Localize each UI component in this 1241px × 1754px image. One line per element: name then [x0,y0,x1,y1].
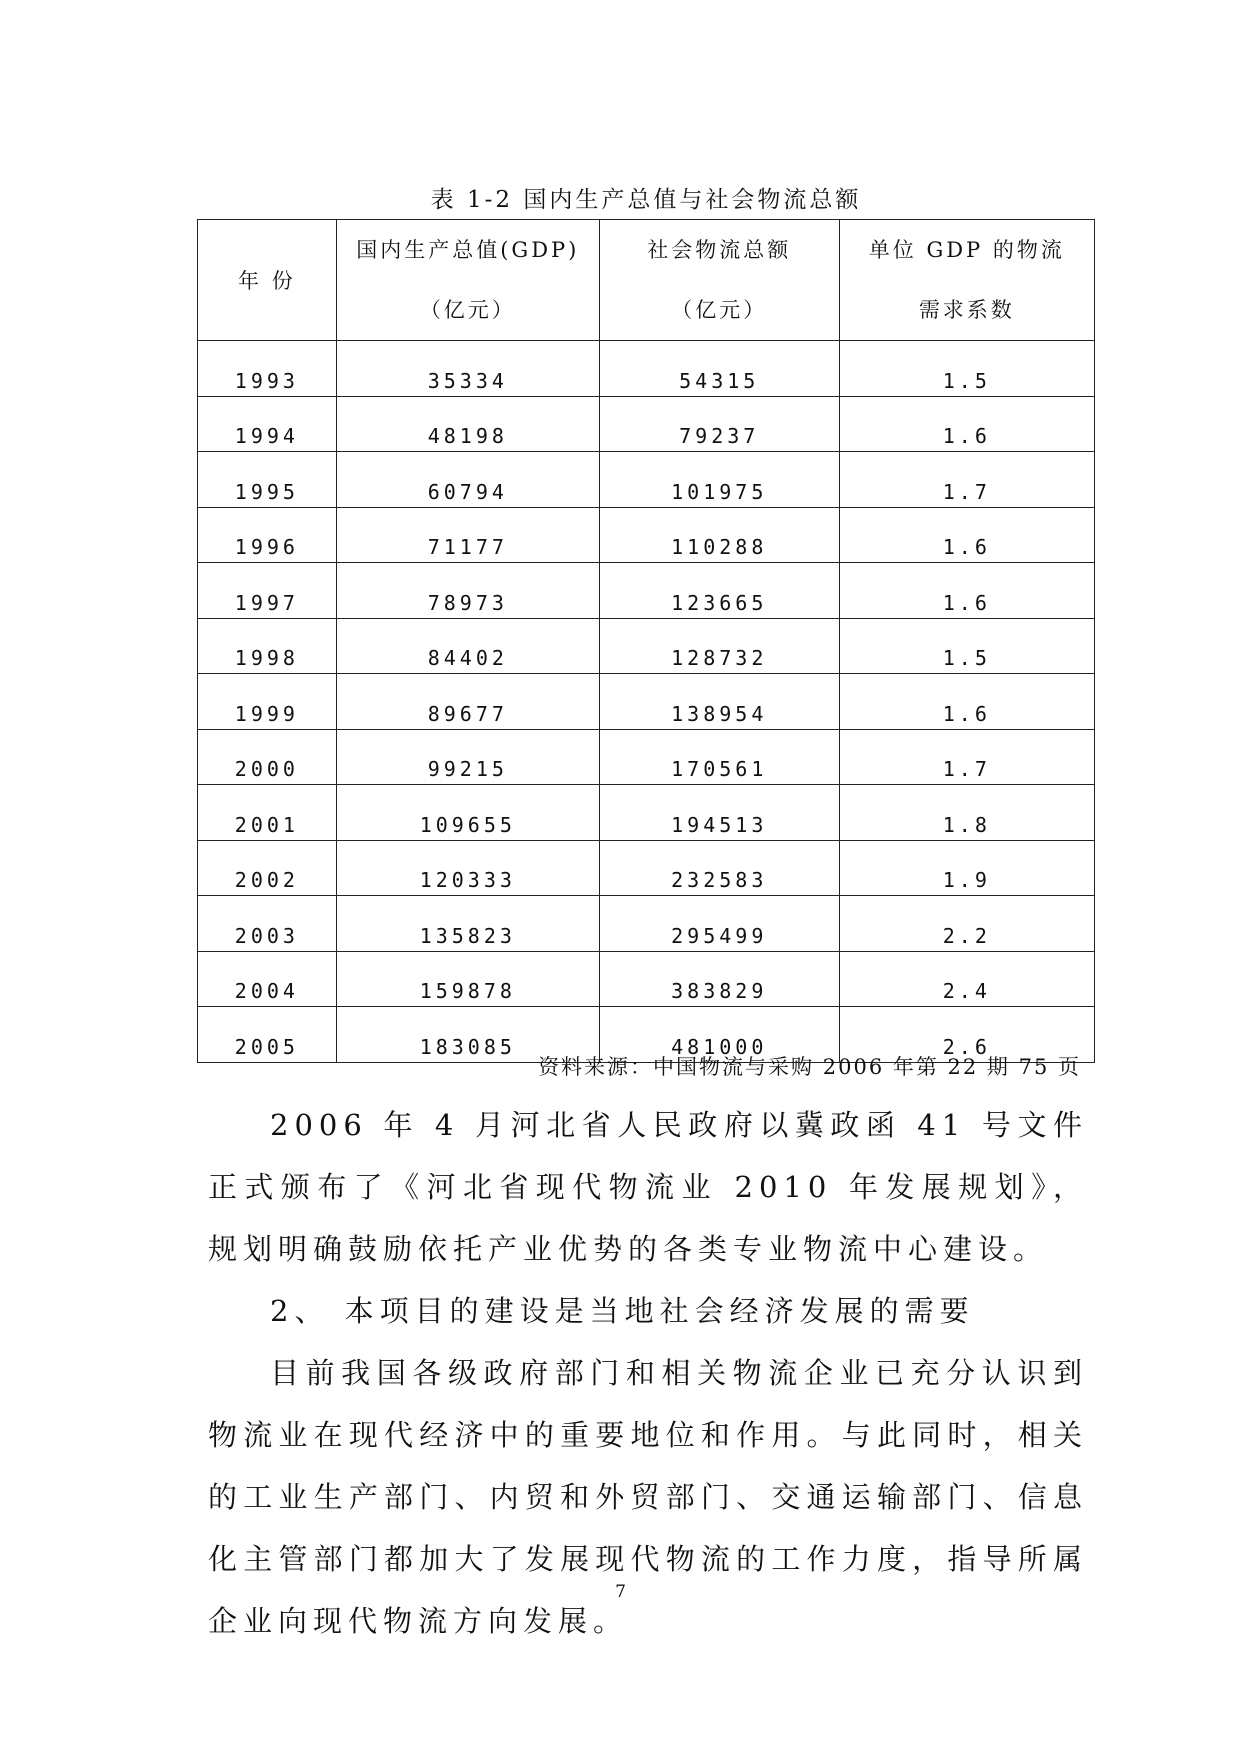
cell-gdp: 48198 [336,396,599,452]
header-logistics-total [599,220,839,341]
cell-logistics-total: 383829 [599,951,839,1007]
header-coefficient-sub: 需求系数 [918,298,1015,322]
cell-gdp: 99215 [336,729,599,785]
header-year [198,220,337,341]
table-row [198,452,1095,508]
cell-gdp: 109655 [336,785,599,841]
header-logistics-label: 社会物流总额 [647,238,792,262]
cell-gdp: 135823 [336,896,599,952]
cell-year: 2005 [198,1007,337,1063]
table-header-row [198,220,1095,341]
cell-coefficient: 1.6 [839,396,1094,452]
data-source-note: 资料来源：中国物流与采购 2006 年第 22 期 75 页 [538,1055,1081,1079]
table-row [198,840,1095,896]
cell-logistics-total: 101975 [599,452,839,508]
table-row [198,396,1095,452]
cell-gdp: 78973 [336,563,599,619]
cell-logistics-total: 170561 [599,729,839,785]
header-gdp [336,220,599,341]
table-body [198,341,1095,1063]
section-heading: 2、 本项目的建设是当地社会经济发展的需要 [270,1294,975,1328]
paragraph-development: 目前我国各级政府部门和相关物流企业已充分认识到物流业在现代经济中的重要地位和作用。与此同时，相关的工业生产部门、内贸和外贸部门、交通运输部门、信息化主管部门都加大了发展现代物流的工作力度，指导所属企业向现代物流方向发展。 [208,1356,1088,1638]
cell-logistics-total: 481000 [599,1007,839,1063]
cell-logistics-total: 123665 [599,563,839,619]
cell-logistics-total: 295499 [599,896,839,952]
cell-coefficient: 2.4 [839,951,1094,1007]
page-number: 7 [615,1582,626,1602]
cell-year: 1997 [198,563,337,619]
cell-coefficient: 1.7 [839,729,1094,785]
header-year-label: 年 份 [238,269,296,293]
cell-coefficient: 1.6 [839,674,1094,730]
cell-year: 1999 [198,674,337,730]
cell-coefficient: 1.5 [839,341,1094,397]
cell-gdp: 60794 [336,452,599,508]
cell-coefficient: 1.9 [839,840,1094,896]
cell-coefficient: 1.6 [839,563,1094,619]
cell-year: 2001 [198,785,337,841]
table-row [198,785,1095,841]
cell-year: 2000 [198,729,337,785]
cell-coefficient: 1.6 [839,507,1094,563]
cell-gdp: 71177 [336,507,599,563]
cell-gdp: 159878 [336,951,599,1007]
table-row [198,896,1095,952]
header-coefficient [839,220,1094,341]
table-row [198,618,1095,674]
table-row [198,341,1095,397]
table-row [198,951,1095,1007]
cell-logistics-total: 232583 [599,840,839,896]
cell-year: 1994 [198,396,337,452]
cell-gdp: 89677 [336,674,599,730]
cell-logistics-total: 138954 [599,674,839,730]
cell-gdp: 183085 [336,1007,599,1063]
cell-year: 1996 [198,507,337,563]
cell-year: 2003 [198,896,337,952]
cell-year: 1995 [198,452,337,508]
table-row [198,507,1095,563]
cell-year: 2004 [198,951,337,1007]
cell-coefficient: 2.6 [839,1007,1094,1063]
table-caption: 表 1-2 国内生产总值与社会物流总额 [430,187,862,213]
paragraph-plan: 2006 年 4 月河北省人民政府以冀政函 41 号文件正式颁布了《河北省现代物流业 2010 年发展规划》，规划明确鼓励依托产业优势的各类专业物流中心建设。 [208,1108,1088,1266]
cell-logistics-total: 54315 [599,341,839,397]
cell-year: 1993 [198,341,337,397]
cell-year: 2002 [198,840,337,896]
table-row [198,563,1095,619]
cell-logistics-total: 128732 [599,618,839,674]
table-row [198,729,1095,785]
header-gdp-unit: （亿元） [419,298,516,322]
header-gdp-label: 国内生产总值(GDP) [356,238,580,262]
header-logistics-unit: （亿元） [671,298,768,322]
gdp-logistics-table [197,219,1095,1063]
cell-coefficient: 1.8 [839,785,1094,841]
table-row [198,674,1095,730]
cell-coefficient: 1.5 [839,618,1094,674]
cell-gdp: 84402 [336,618,599,674]
cell-gdp: 35334 [336,341,599,397]
cell-logistics-total: 79237 [599,396,839,452]
cell-logistics-total: 110288 [599,507,839,563]
header-coefficient-label: 单位 GDP 的物流 [868,238,1065,262]
cell-year: 1998 [198,618,337,674]
cell-logistics-total: 194513 [599,785,839,841]
cell-gdp: 120333 [336,840,599,896]
cell-coefficient: 1.7 [839,452,1094,508]
cell-coefficient: 2.2 [839,896,1094,952]
